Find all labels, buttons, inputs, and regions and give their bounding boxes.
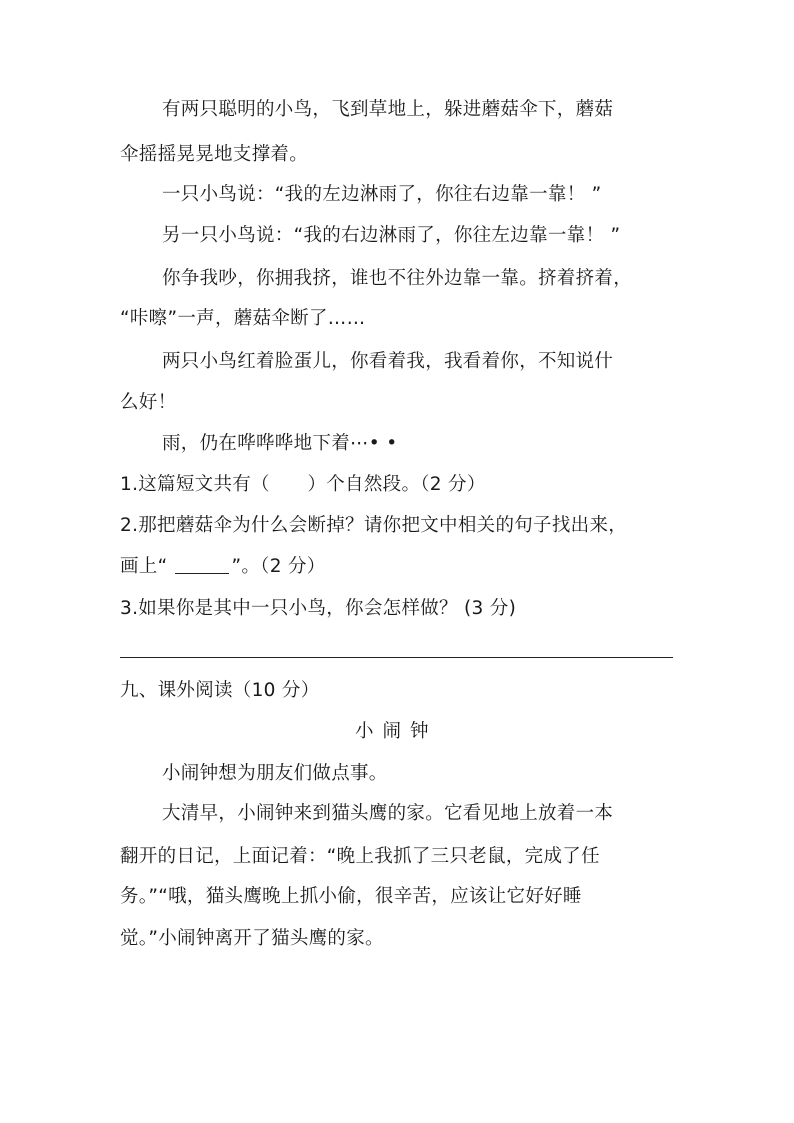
reading-paragraph-2-line-1: 大清早，小闹钟来到猫头鹰的家。它看见地上放着一本 (162, 803, 614, 824)
reading-paragraph-2-line-4: 觉。”小闹钟离开了猫头鹰的家。 (120, 928, 384, 949)
question-2-line-2 (120, 555, 326, 579)
story-paragraph-5-line-1: 两只小鸟红着脸蛋儿，你看着我，我看着你，不知说什 (162, 351, 614, 372)
story-paragraph-5-line-2: 么好！ (120, 392, 177, 413)
story-paragraph-2: 一只小鸟说：“我的左边淋雨了，你往右边靠一靠！ ” (162, 184, 602, 205)
question-2-line-2-end: ”。（2 分） (231, 556, 326, 577)
question-2-line-1: 2.那把蘑菇伞为什么会断掉？请你把文中相关的句子找出来， (120, 515, 628, 536)
reading-paragraph-2-line-2: 翻开的日记，上面记着：“晚上我抓了三只老鼠，完成了任 (120, 846, 600, 867)
story-paragraph-4-line-1: 你争我吵，你拥我挤，谁也不往外边靠一靠。挤着挤着， (162, 268, 633, 289)
reading-paragraph-2-line-3: 务。”“哦，猫头鹰晚上抓小偷，很辛苦，应该让它好好睡 (120, 886, 582, 907)
story-paragraph-4-line-2: “咔嚓”一声，蘑菇伞断了…… (120, 308, 366, 329)
question-2-line-2-start: 画上“ (120, 556, 168, 577)
reading-paragraph-1: 小闹钟想为朋友们做点事。 (162, 763, 388, 784)
story-paragraph-3: 另一只小鸟说：“我的右边淋雨了，你往左边靠一靠！ ” (162, 225, 621, 246)
story-paragraph-6: 雨，仍在哗哗哗地下着⋯• • (162, 433, 398, 454)
question-3: 3.如果你是其中一只小鸟，你会怎样做？ (3 分) (120, 598, 517, 619)
story-title: 小闹钟 (355, 721, 438, 742)
answer-line[interactable] (120, 657, 673, 658)
question-1: 1.这篇短文共有（ ）个自然段。（2 分） (120, 474, 486, 495)
answer-blank-line[interactable] (175, 555, 229, 574)
section-9-heading: 九、课外阅读（10 分） (120, 680, 320, 701)
story-paragraph-1-line-1: 有两只聪明的小鸟，飞到草地上，躲进蘑菇伞下，蘑菇 (162, 99, 614, 120)
story-paragraph-1-line-2: 伞摇摇晃晃地支撑着。 (120, 144, 309, 165)
